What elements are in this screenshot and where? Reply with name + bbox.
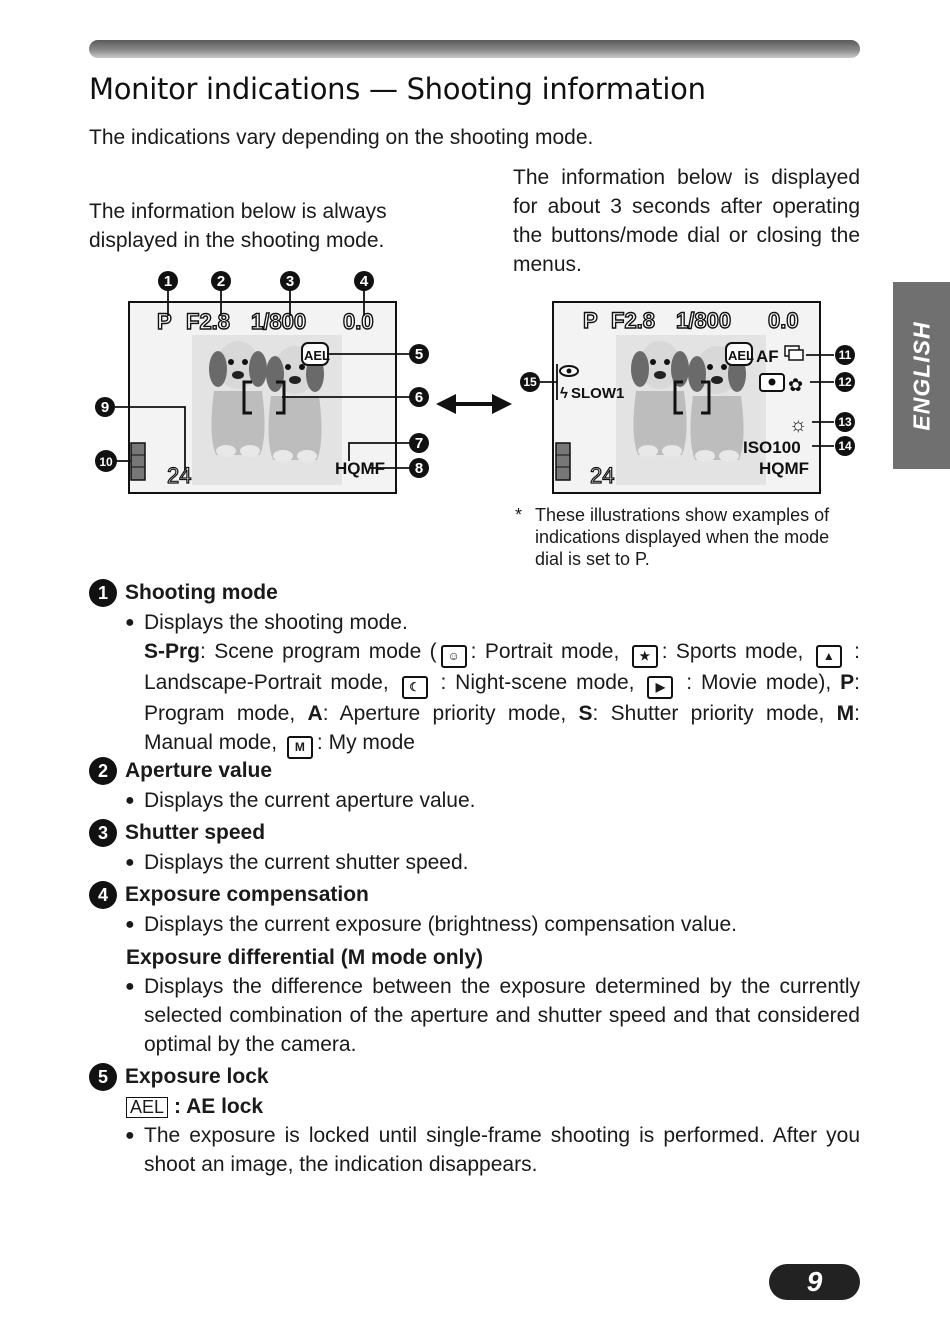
bullet-text: ● Displays the current exposure (brightness) compensation value. [89, 910, 860, 939]
bullet-text: ● The exposure is locked until single-frame shooting is performed. After you shoot an image, the indication disappears. [89, 1121, 860, 1179]
left-memory-gauge [131, 443, 145, 480]
subsection-title: Exposure differential (M mode only) [126, 946, 484, 969]
left-mode: P [157, 309, 172, 334]
right-shutter: 1/800 [676, 308, 732, 333]
section-title: Aperture value [125, 759, 273, 782]
red-eye-icon [560, 366, 578, 376]
svg-text:15: 15 [523, 375, 537, 389]
puppy-image-right-1 [631, 341, 689, 457]
macro-icon: ✿ [788, 375, 804, 395]
right-iso: ISO100 [743, 438, 801, 457]
page-number: 9 [769, 1264, 860, 1300]
svg-text:6: 6 [414, 389, 424, 406]
svg-text:12: 12 [838, 375, 852, 389]
monitor-diagram [0, 0, 950, 580]
sports-mode-icon: ★ [632, 645, 658, 668]
note-asterisk: * [515, 505, 523, 525]
double-arrow-icon [436, 394, 512, 414]
section-title: Shutter speed [125, 821, 266, 844]
section-shooting-mode [89, 578, 860, 759]
left-aperture: F2.8 [186, 309, 231, 334]
intro-text: The indications vary depending on the shooting mode. [89, 126, 594, 149]
right-ael: AEL [728, 348, 754, 363]
left-exposure: 0.0 [343, 309, 374, 334]
right-quality: HQMF [759, 459, 810, 478]
svg-text:13: 13 [838, 415, 852, 429]
flash-bolt-icon: ϟ [560, 385, 568, 402]
svg-text:3: 3 [285, 273, 295, 290]
right-aperture: F2.8 [611, 308, 656, 333]
puppy-image-left-1 [209, 341, 267, 457]
svg-text:9: 9 [100, 399, 110, 416]
right-exposure: 0.0 [768, 308, 799, 333]
section-aperture-value [89, 756, 860, 815]
right-memory-gauge [556, 443, 570, 480]
white-balance-sun-icon: ☼ [789, 414, 808, 436]
bullet-text: ● Displays the current shutter speed. [89, 848, 860, 877]
right-af: AF [756, 347, 779, 366]
section-number-5: 5 [89, 1063, 117, 1091]
section-shutter-speed [89, 818, 860, 877]
svg-text:8: 8 [414, 460, 424, 477]
section-exposure-compensation [89, 880, 860, 1059]
right-frames: 24 [590, 463, 615, 488]
section-title: Exposure compensation [125, 883, 369, 906]
scene-mode-description: S-Prg: Scene program mode ( ☺ : Portrait mode, ★ : Sports mode, ▲ : Landscape-Portrait mode, ☾ : Night-scene mode, ▶ : Movie mode), P: Program mode, A: Aperture priority mode, S: Shutter priority mode, M: Manual mode, M : My mode [89, 637, 860, 759]
svg-text:4: 4 [359, 273, 369, 290]
night-scene-mode-icon: ☾ [402, 676, 428, 699]
note-text: These illustrations show examples of indications displayed when the mode dial is set to P. [535, 505, 830, 569]
svg-text:10: 10 [99, 455, 113, 469]
right-flash: SLOW1 [571, 385, 625, 402]
right-mode: P [583, 308, 598, 333]
left-frames: 24 [167, 463, 192, 488]
left-caption: The information below is always displayed in the shooting mode. [89, 200, 387, 252]
illustration-note [515, 504, 860, 570]
svg-text:14: 14 [838, 439, 852, 453]
section-exposure-lock [89, 1062, 860, 1179]
svg-text:5: 5 [414, 346, 424, 363]
bullet-text: ● Displays the shooting mode. [89, 608, 860, 637]
left-ael: AEL [304, 348, 330, 363]
left-quality: HQMF [335, 459, 386, 478]
my-mode-icon: M [287, 736, 313, 759]
section-number-3: 3 [89, 819, 117, 847]
portrait-mode-icon: ☺ [441, 645, 467, 668]
svg-text:11: 11 [838, 348, 852, 362]
section-number-1: 1 [89, 579, 117, 607]
section-number-2: 2 [89, 757, 117, 785]
movie-mode-icon: ▶ [647, 676, 673, 699]
page-title: Monitor indications — Shooting information [89, 72, 706, 106]
bullet-text: ● Displays the difference between the exposure determined by the currently selected combination of the aperture and shutter speed and that considered optimal by the camera. [89, 972, 860, 1059]
metering-icon [760, 374, 784, 391]
section-title: Exposure lock [125, 1065, 269, 1088]
svg-text:1: 1 [163, 273, 173, 290]
section-title: Shooting mode [125, 581, 278, 604]
left-shutter: 1/800 [251, 309, 307, 334]
ael-icon: AEL [126, 1097, 168, 1118]
bullet-text: ● Displays the current aperture value. [89, 786, 860, 815]
landscape-portrait-mode-icon: ▲ [816, 645, 842, 668]
language-tab-label: ENGLISH [908, 320, 934, 431]
svg-text:2: 2 [216, 273, 226, 290]
right-caption: The information below is displayed for about 3 seconds after operating the buttons/mode dial or closing the menus. [513, 166, 860, 276]
ae-lock-label: AEL : AE lock [89, 1092, 860, 1121]
svg-text:7: 7 [414, 435, 424, 452]
section-number-4: 4 [89, 881, 117, 909]
